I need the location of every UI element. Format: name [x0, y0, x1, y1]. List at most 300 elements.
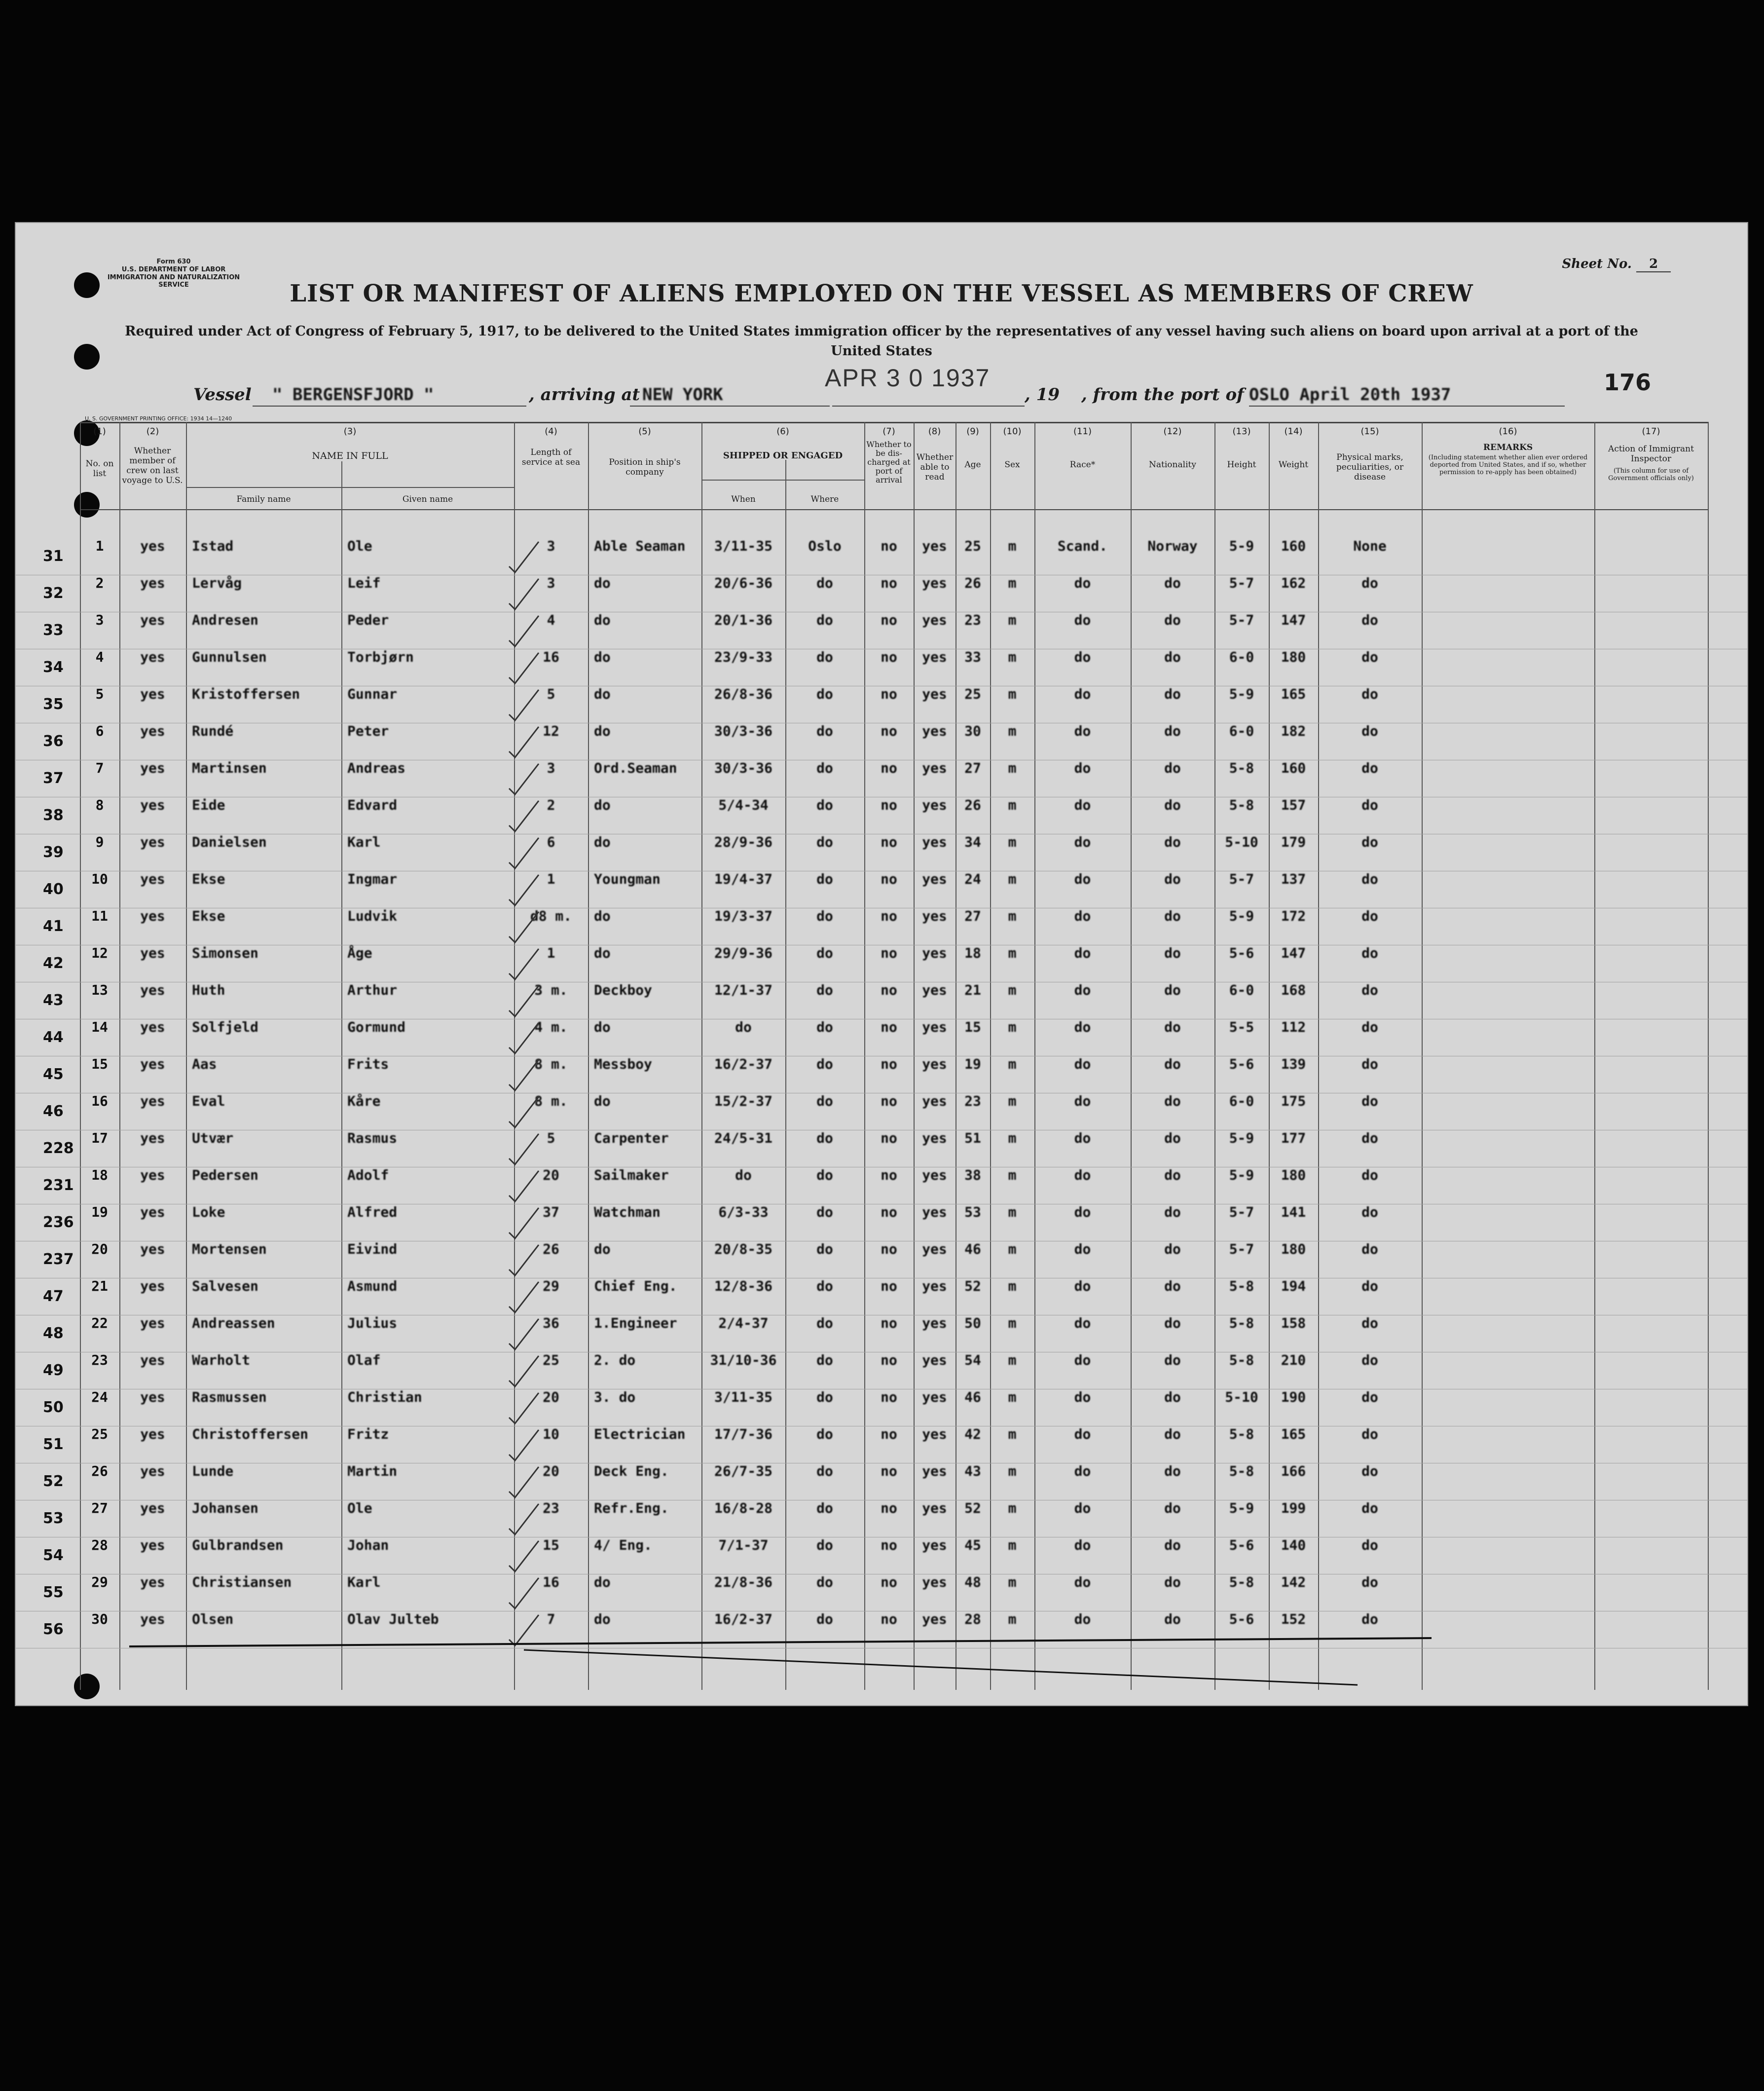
physical-marks-cell: do	[1361, 834, 1378, 850]
weight-cell: 157	[1281, 797, 1306, 813]
family-name-cell: Ekse	[192, 871, 225, 887]
length-service-cell: 2	[547, 797, 555, 813]
row-number-cell: 6	[95, 723, 104, 739]
shipped-where-cell: do	[816, 834, 833, 850]
family-name-cell: Eide	[192, 797, 225, 813]
nationality-cell: do	[1164, 1093, 1181, 1109]
given-name-cell: Ole	[347, 1500, 372, 1516]
shipped-where-cell: do	[816, 1204, 833, 1220]
sex-cell: m	[1008, 538, 1017, 554]
sex-cell: m	[1008, 1241, 1017, 1257]
given-name-cell: Peter	[347, 723, 389, 739]
weight-cell: 142	[1281, 1574, 1306, 1590]
given-name-cell: Arthur	[347, 982, 398, 998]
weight-cell: 160	[1281, 760, 1306, 776]
race-cell: do	[1074, 1056, 1091, 1072]
discharged-cell: no	[881, 686, 897, 702]
sex-cell: m	[1008, 649, 1017, 665]
row-number-cell: 7	[95, 760, 104, 776]
sex-cell: m	[1008, 760, 1017, 776]
row-number-cell: 15	[91, 1056, 108, 1072]
sex-cell: m	[1008, 575, 1017, 591]
weight-cell: 180	[1281, 1167, 1306, 1183]
shipped-when-cell: 16/2-37	[714, 1611, 772, 1627]
position-cell: 2. do	[594, 1352, 636, 1368]
position-cell: do	[594, 1019, 611, 1035]
sex-cell: m	[1008, 1426, 1017, 1442]
race-cell: do	[1074, 1130, 1091, 1146]
strike-line	[524, 1650, 1358, 1685]
header-physical: Physical marks, peculiarities, or disease	[1336, 452, 1404, 482]
height-cell: 5-8	[1229, 760, 1254, 776]
position-cell: Sailmaker	[594, 1167, 669, 1183]
length-service-cell: 4	[547, 612, 555, 628]
physical-marks-cell: do	[1361, 1611, 1378, 1627]
able-read-cell: yes	[922, 945, 947, 961]
last-voyage-cell: yes	[140, 1389, 165, 1405]
able-read-cell: yes	[922, 1167, 947, 1183]
header-sex: Sex	[1004, 460, 1020, 470]
height-cell: 6-0	[1229, 1093, 1254, 1109]
given-name-cell: Johan	[347, 1537, 389, 1553]
height-cell: 5-8	[1229, 1315, 1254, 1331]
discharged-cell: no	[881, 1574, 897, 1590]
sex-cell: m	[1008, 686, 1017, 702]
physical-marks-cell: do	[1361, 760, 1378, 776]
height-cell: 5-5	[1229, 1019, 1254, 1035]
height-cell: 5-7	[1229, 612, 1254, 628]
nationality-cell: do	[1164, 1056, 1181, 1072]
weight-cell: 180	[1281, 1241, 1306, 1257]
physical-marks-cell: do	[1361, 1241, 1378, 1257]
discharged-cell: no	[881, 945, 897, 961]
family-name-cell: Warholt	[192, 1352, 251, 1368]
weight-cell: 147	[1281, 945, 1306, 961]
row-number-cell: 25	[91, 1426, 108, 1442]
margin-number: 42	[43, 955, 64, 972]
header-name-in-full: NAME IN FULL	[312, 450, 388, 461]
shipped-when-cell: 15/2-37	[714, 1093, 772, 1109]
nationality-cell: do	[1164, 575, 1181, 591]
shipped-when-cell: 29/9-36	[714, 945, 772, 961]
weight-cell: 180	[1281, 649, 1306, 665]
position-cell: do	[594, 834, 611, 850]
height-cell: 5-8	[1229, 797, 1254, 813]
race-cell: do	[1074, 575, 1091, 591]
position-cell: Messboy	[594, 1056, 653, 1072]
age-cell: 28	[964, 1611, 981, 1627]
height-cell: 5-6	[1229, 1611, 1254, 1627]
discharged-cell: no	[881, 575, 897, 591]
position-cell: Electrician	[594, 1426, 686, 1442]
age-cell: 24	[964, 871, 981, 887]
sex-cell: m	[1008, 1611, 1017, 1627]
height-cell: 5-6	[1229, 1056, 1254, 1072]
age-cell: 43	[964, 1463, 981, 1479]
margin-number: 45	[43, 1066, 64, 1083]
shipped-where-cell: do	[816, 1130, 833, 1146]
nationality-cell: do	[1164, 1204, 1181, 1220]
nationality-cell: do	[1164, 1463, 1181, 1479]
age-cell: 50	[964, 1315, 981, 1331]
weight-cell: 158	[1281, 1315, 1306, 1331]
vessel-label: Vessel	[193, 385, 252, 405]
weight-cell: 141	[1281, 1204, 1306, 1220]
last-voyage-cell: yes	[140, 1204, 165, 1220]
row-number-cell: 19	[91, 1204, 108, 1220]
race-cell: do	[1074, 1093, 1091, 1109]
length-service-cell: 25	[543, 1352, 559, 1368]
nationality-cell: do	[1164, 982, 1181, 998]
race-cell: do	[1074, 1574, 1091, 1590]
margin-number: 47	[43, 1288, 64, 1305]
last-voyage-cell: yes	[140, 1167, 165, 1183]
given-name-cell: Christian	[347, 1389, 422, 1405]
sex-cell: m	[1008, 1019, 1017, 1035]
shipped-where-cell: do	[816, 1463, 833, 1479]
given-name-cell: Åge	[347, 945, 372, 961]
shipped-when-cell: 7/1-37	[718, 1537, 769, 1553]
last-voyage-cell: yes	[140, 871, 165, 887]
given-name-cell: Leif	[347, 575, 381, 591]
margin-number: 40	[43, 881, 64, 898]
sex-cell: m	[1008, 834, 1017, 850]
nationality-cell: do	[1164, 945, 1181, 961]
height-cell: 5-8	[1229, 1574, 1254, 1590]
nationality-cell: do	[1164, 1315, 1181, 1331]
age-cell: 48	[964, 1574, 981, 1590]
shipped-where-cell: do	[816, 1500, 833, 1516]
height-cell: 5-10	[1225, 1389, 1258, 1405]
length-service-cell: 37	[543, 1204, 559, 1220]
margin-number: 32	[43, 585, 64, 602]
shipped-when-cell: 26/7-35	[714, 1463, 772, 1479]
given-name-cell: Fritz	[347, 1426, 389, 1442]
shipped-when-cell: 24/5-31	[714, 1130, 772, 1146]
col-num: (16)	[1499, 426, 1517, 437]
nationality-cell: do	[1164, 797, 1181, 813]
shipped-where-cell: do	[816, 575, 833, 591]
height-cell: 6-0	[1229, 723, 1254, 739]
row-number-cell: 3	[95, 612, 104, 628]
shipped-when-cell: 12/8-36	[714, 1278, 772, 1294]
length-service-cell: 3	[547, 538, 555, 554]
discharged-cell: no	[881, 871, 897, 887]
col-num: (14)	[1284, 426, 1303, 437]
row-number-cell: 26	[91, 1463, 108, 1479]
last-voyage-cell: yes	[140, 1574, 165, 1590]
given-name-cell: Karl	[347, 1574, 381, 1590]
last-voyage-cell: yes	[140, 1463, 165, 1479]
header-no-on-list: No. on list	[85, 459, 114, 479]
nationality-cell: do	[1164, 1500, 1181, 1516]
race-cell: do	[1074, 1167, 1091, 1183]
able-read-cell: yes	[922, 1093, 947, 1109]
col-num: (1)	[93, 426, 106, 437]
length-service-cell: 20	[543, 1389, 559, 1405]
race-cell: do	[1074, 1389, 1091, 1405]
shipped-where-cell: do	[816, 1537, 833, 1553]
shipped-when-cell: 20/8-35	[714, 1241, 772, 1257]
age-cell: 25	[964, 686, 981, 702]
sheet-number-label: Sheet No.	[1562, 257, 1632, 271]
row-number-cell: 30	[91, 1611, 108, 1627]
sex-cell: m	[1008, 945, 1017, 961]
margin-number: 237	[43, 1251, 74, 1268]
able-read-cell: yes	[922, 982, 947, 998]
discharged-cell: no	[881, 1537, 897, 1553]
able-read-cell: yes	[922, 908, 947, 924]
shipped-when-cell: 30/3-36	[714, 760, 772, 776]
length-service-cell: 15	[543, 1537, 559, 1553]
discharged-cell: no	[881, 1426, 897, 1442]
length-service-cell: 10	[543, 1426, 559, 1442]
family-name-cell: Danielsen	[192, 834, 267, 850]
able-read-cell: yes	[922, 686, 947, 702]
header-height: Height	[1227, 460, 1256, 470]
discharged-cell: no	[881, 1352, 897, 1368]
age-cell: 53	[964, 1204, 981, 1220]
able-read-cell: yes	[922, 1056, 947, 1072]
race-cell: do	[1074, 1352, 1091, 1368]
margin-number: 51	[43, 1436, 64, 1453]
last-voyage-cell: yes	[140, 1056, 165, 1072]
margin-number: 55	[43, 1584, 64, 1601]
nationality-cell: do	[1164, 1167, 1181, 1183]
race-cell: do	[1074, 1611, 1091, 1627]
nationality-cell: Norway	[1147, 538, 1198, 554]
age-cell: 52	[964, 1500, 981, 1516]
able-read-cell: yes	[922, 1130, 947, 1146]
discharged-cell: no	[881, 797, 897, 813]
shipped-where-cell: do	[816, 797, 833, 813]
position-cell: do	[594, 797, 611, 813]
length-service-cell: 5	[547, 686, 555, 702]
height-cell: 5-8	[1229, 1426, 1254, 1442]
col-num: (11)	[1073, 426, 1092, 437]
length-service-cell: 5	[547, 1130, 555, 1146]
family-name-cell: Aas	[192, 1056, 217, 1072]
department: U.S. DEPARTMENT OF LABOR	[121, 266, 226, 273]
race-cell: do	[1074, 1204, 1091, 1220]
shipped-when-cell: 19/4-37	[714, 871, 772, 887]
shipped-when-cell: 31/10-36	[710, 1352, 777, 1368]
able-read-cell: yes	[922, 649, 947, 665]
able-read-cell: yes	[922, 1278, 947, 1294]
row-number-cell: 14	[91, 1019, 108, 1035]
discharged-cell: no	[881, 1611, 897, 1627]
position-cell: Deckboy	[594, 982, 653, 998]
nationality-cell: do	[1164, 1426, 1181, 1442]
height-cell: 5-9	[1229, 1500, 1254, 1516]
height-cell: 5-8	[1229, 1352, 1254, 1368]
col-num: (15)	[1360, 426, 1379, 437]
sex-cell: m	[1008, 1130, 1017, 1146]
shipped-when-cell: 28/9-36	[714, 834, 772, 850]
weight-cell: 162	[1281, 575, 1306, 591]
race-cell: do	[1074, 686, 1091, 702]
physical-marks-cell: do	[1361, 871, 1378, 887]
age-cell: 26	[964, 575, 981, 591]
margin-number: 33	[43, 622, 64, 639]
nationality-cell: do	[1164, 834, 1181, 850]
discharged-cell: no	[881, 1204, 897, 1220]
length-service-cell: 4 m.	[534, 1019, 568, 1035]
discharged-cell: no	[881, 1500, 897, 1516]
shipped-where-cell: do	[816, 686, 833, 702]
date-stamp: APR 3 0 1937	[825, 364, 991, 392]
able-read-cell: yes	[922, 1315, 947, 1331]
row-number-cell: 9	[95, 834, 104, 850]
row-number-cell: 22	[91, 1315, 108, 1331]
header-weight: Weight	[1278, 460, 1309, 470]
col-num: (12)	[1163, 426, 1182, 437]
physical-marks-cell: do	[1361, 686, 1378, 702]
given-name-cell: Torbjørn	[347, 649, 414, 665]
last-voyage-cell: yes	[140, 834, 165, 850]
age-cell: 15	[964, 1019, 981, 1035]
family-name-cell: Utvær	[192, 1130, 234, 1146]
margin-number: 50	[43, 1399, 64, 1416]
physical-marks-cell: do	[1361, 1093, 1378, 1109]
nationality-cell: do	[1164, 760, 1181, 776]
family-name-cell: Gunnulsen	[192, 649, 267, 665]
length-service-cell: 1	[547, 871, 555, 887]
family-name-cell: Andresen	[192, 612, 258, 628]
last-voyage-cell: yes	[140, 723, 165, 739]
header-length-service: Length of service at sea	[521, 448, 581, 467]
sex-cell: m	[1008, 1500, 1017, 1516]
year-label: , 19	[1025, 385, 1060, 405]
physical-marks-cell: do	[1361, 1204, 1378, 1220]
margin-number: 46	[43, 1103, 64, 1120]
last-voyage-cell: yes	[140, 1611, 165, 1627]
age-cell: 23	[964, 1093, 981, 1109]
nationality-cell: do	[1164, 908, 1181, 924]
row-number-cell: 28	[91, 1537, 108, 1553]
given-name-cell: Ole	[347, 538, 372, 554]
height-cell: 5-7	[1229, 871, 1254, 887]
shipped-when-cell: 20/1-36	[714, 612, 772, 628]
row-number-cell: 2	[95, 575, 104, 591]
given-name-cell: Gunnar	[347, 686, 398, 702]
family-name-cell: Christoffersen	[192, 1426, 309, 1442]
position-cell: do	[594, 908, 611, 924]
length-service-cell: 16	[543, 1574, 559, 1590]
physical-marks-cell: do	[1361, 1389, 1378, 1405]
shipped-when-cell: 23/9-33	[714, 649, 772, 665]
family-name-cell: Salvesen	[192, 1278, 258, 1294]
race-cell: Scand.	[1057, 538, 1108, 554]
race-cell: do	[1074, 797, 1091, 813]
age-cell: 46	[964, 1389, 981, 1405]
race-cell: do	[1074, 1426, 1091, 1442]
shipped-when-cell: 26/8-36	[714, 686, 772, 702]
given-name-cell: Karl	[347, 834, 381, 850]
shipped-when-cell: 6/3-33	[718, 1204, 769, 1220]
row-number-cell: 13	[91, 982, 108, 998]
weight-cell: 175	[1281, 1093, 1306, 1109]
age-cell: 26	[964, 797, 981, 813]
weight-cell: 165	[1281, 686, 1306, 702]
race-cell: do	[1074, 1019, 1091, 1035]
given-name-cell: Eivind	[347, 1241, 398, 1257]
discharged-cell: no	[881, 1130, 897, 1146]
header-shipped: SHIPPED OR ENGAGED	[723, 450, 843, 461]
height-cell: 5-9	[1229, 1167, 1254, 1183]
nationality-cell: do	[1164, 686, 1181, 702]
race-cell: do	[1074, 908, 1091, 924]
shipped-where-cell: do	[816, 612, 833, 628]
position-cell: do	[594, 686, 611, 702]
last-voyage-cell: yes	[140, 686, 165, 702]
physical-marks-cell: do	[1361, 982, 1378, 998]
family-name-cell: Istad	[192, 538, 234, 554]
row-number-cell: 8	[95, 797, 104, 813]
age-cell: 25	[964, 538, 981, 554]
able-read-cell: yes	[922, 1204, 947, 1220]
last-voyage-cell: yes	[140, 1130, 165, 1146]
last-voyage-cell: yes	[140, 945, 165, 961]
able-read-cell: yes	[922, 871, 947, 887]
row-number-cell: 23	[91, 1352, 108, 1368]
discharged-cell: no	[881, 1167, 897, 1183]
given-name-cell: Alfred	[347, 1204, 398, 1220]
race-cell: do	[1074, 1241, 1091, 1257]
length-service-cell: 20	[543, 1463, 559, 1479]
shipped-where-cell: Oslo	[808, 538, 842, 554]
position-cell: do	[594, 1611, 611, 1627]
length-service-cell: 26	[543, 1241, 559, 1257]
discharged-cell: no	[881, 1315, 897, 1331]
position-cell: do	[594, 723, 611, 739]
weight-cell: 160	[1281, 538, 1306, 554]
discharged-cell: no	[881, 649, 897, 665]
height-cell: 5-6	[1229, 945, 1254, 961]
sex-cell: m	[1008, 1278, 1017, 1294]
last-voyage-cell: yes	[140, 612, 165, 628]
header-race: Race*	[1069, 460, 1096, 470]
physical-marks-cell: do	[1361, 1463, 1378, 1479]
discharged-cell: no	[881, 1241, 897, 1257]
length-service-cell: 23	[543, 1500, 559, 1516]
given-name-cell: Julius	[347, 1315, 398, 1331]
last-voyage-cell: yes	[140, 908, 165, 924]
able-read-cell: yes	[922, 1463, 947, 1479]
shipped-where-cell: do	[816, 1167, 833, 1183]
race-cell: do	[1074, 760, 1091, 776]
weight-cell: 194	[1281, 1278, 1306, 1294]
family-name-cell: Lervåg	[192, 575, 242, 591]
position-cell: do	[594, 945, 611, 961]
shipped-when-cell: 17/7-36	[714, 1426, 772, 1442]
shipped-when-cell: do	[735, 1019, 752, 1035]
physical-marks-cell: None	[1353, 538, 1387, 554]
margin-number: 228	[43, 1140, 74, 1157]
row-number-cell: 29	[91, 1574, 108, 1590]
given-name-cell: Peder	[347, 612, 389, 628]
given-name-cell: Ingmar	[347, 871, 398, 887]
margin-number: 37	[43, 770, 64, 787]
height-cell: 5-7	[1229, 1241, 1254, 1257]
header-action: Action of Immigrant Inspector	[1608, 444, 1694, 464]
height-cell: 5-8	[1229, 1463, 1254, 1479]
shipped-where-cell: do	[816, 760, 833, 776]
family-name-cell: Solfjeld	[192, 1019, 258, 1035]
weight-cell: 210	[1281, 1352, 1306, 1368]
shipped-where-cell: do	[816, 1389, 833, 1405]
length-service-cell: 3	[547, 760, 555, 776]
